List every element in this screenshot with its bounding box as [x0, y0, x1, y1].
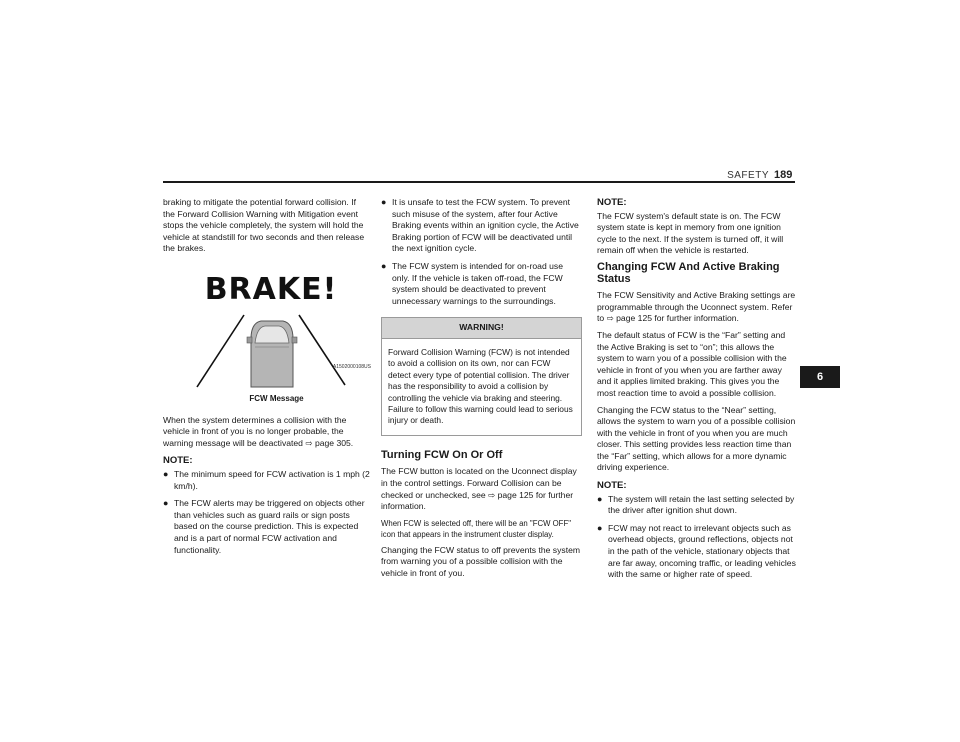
warning-title: WARNING! — [382, 318, 581, 339]
bullet-icon: ● — [163, 468, 169, 479]
page-arrow-icon: ⇨ — [606, 313, 614, 324]
warning-box — [381, 317, 582, 435]
paragraph: The FCW Sensitivity and Active Braking settings are programmable through the Uconnect system. Refer to ⇨ page 125 for further information. — [597, 290, 796, 324]
paragraph: The FCW system's default state is on. The FCW system state is kept in memory from one ignition cycle to the next. If the system is turned off, it will remain off when the vehicle is restarted. — [597, 210, 784, 256]
page-reference-link[interactable]: ⇨ page 125 — [488, 489, 534, 500]
bullet-icon: ● — [381, 197, 387, 207]
brake-text: BRAKE! — [204, 271, 338, 307]
page-arrow-icon: ⇨ — [488, 489, 496, 500]
section-heading: Turning FCW On Or Off — [381, 448, 503, 461]
page-reference-link[interactable]: ⇨ page 125 — [606, 313, 652, 324]
paragraph: The FCW button is located on the Uconnect display in the control settings. Forward Collision can be checked or unchecked, see ⇨ page 125 for further information. — [381, 466, 577, 512]
fcw-message-figure — [195, 265, 371, 393]
paragraph: Changing the FCW status to off prevents the system from warning you of a possible collision with the vehicle in front of you. — [381, 544, 581, 578]
list-item: ● FCW may not react to irrelevant objects such as overhead objects, ground reflections, objects not in the path of the vehicle, stationary objects that are far away, oncoming traffic, or leading vehicles with the same or higher rate of speed. — [597, 522, 796, 580]
bullet-icon: ● — [163, 498, 169, 509]
bullet-icon: ● — [381, 260, 387, 271]
page-number: 189 — [774, 169, 793, 181]
column-1 — [163, 197, 370, 562]
paragraph: When the system determines a collision with the vehicle in front of you is no longer probable, the warning message will be deactivated ⇨ page 305. — [163, 414, 354, 448]
paragraph: When FCW is selected off, there will be an "FCW OFF" icon that appears in the instrument cluster display. — [381, 518, 571, 539]
paragraph: The default status of FCW is the “Far” setting and the Active Braking is set to “on”; this allows the system to warn you of a possible collision with the vehicle in front of you when you are farther away and it applies limited braking. This gives you the most reaction time to avoid a possible collision. — [597, 329, 787, 398]
list-item: ● The FCW alerts may be triggered on objects other than vehicles such as guard rails or sign posts based on the course prediction. This is expected and is a part of normal FCW activation and functionality. — [163, 498, 365, 555]
list-item: ● The system will retain the last setting selected by the driver after ignition shut down. — [597, 493, 795, 516]
page-arrow-icon: ⇨ — [305, 437, 313, 448]
bullet-list — [381, 197, 582, 307]
running-head-section: SAFETY — [727, 170, 769, 181]
column-2 — [381, 197, 582, 585]
bullet-list — [597, 494, 798, 581]
chapter-tab: 6 — [800, 366, 840, 388]
lane-line-left — [197, 315, 244, 387]
list-item: ● It is unsafe to test the FCW system. To prevent such misuse of the system, after four Active Braking events within an ignition cycle, the Active Braking portion of FCW will be deactivated until the next ignition cycle. — [381, 197, 579, 254]
note-label: NOTE: — [597, 197, 627, 208]
figure-caption: FCW Message — [249, 393, 304, 403]
lane-line-right — [299, 315, 345, 385]
paragraph: braking to mitigate the potential forward collision. If the Forward Collision Warning with Mitigation event stops the vehicle completely, the system will hold the vehicle at standstill for two seconds and then release the brakes. — [163, 197, 365, 254]
note-label: NOTE: — [597, 480, 627, 492]
section-heading: Changing FCW And Active Braking Status — [597, 260, 780, 285]
bullet-list — [163, 469, 370, 556]
warning-body: Forward Collision Warning (FCW) is not intended to avoid a collision on its own, nor can FCW detect every type of potential collision. The driver has the responsibility to avoid a collision by controlling the vehicle via braking and steering. Failure to follow this warning could lead to serious injury or death. — [388, 346, 573, 426]
car-rear-icon — [247, 321, 297, 387]
column-3 — [597, 197, 798, 587]
bullet-icon: ● — [597, 493, 603, 504]
bullet-icon: ● — [597, 522, 603, 533]
brake-warning-illustration — [195, 265, 365, 393]
header-rule — [163, 181, 795, 183]
paragraph: Changing the FCW status to the “Near” setting, allows the system to warn you of a possible collision with the vehicle in front of you when you are much closer. This setting provides less reaction time than the “Far” setting, which allows for a more dynamic driving experience. — [597, 404, 796, 473]
note-label: NOTE: — [163, 455, 193, 467]
list-item: ● The minimum speed for FCW activation is 1 mph (2 km/h). — [163, 468, 370, 491]
list-item: ● The FCW system is intended for on-road use only. If the vehicle is taken off-road, the FCW system should be deactivated to prevent unnecessary warnings to the surroundings. — [381, 260, 563, 306]
figure-code: A1502000108US — [332, 363, 371, 370]
page-reference-link[interactable]: ⇨ page 305. — [305, 437, 354, 448]
